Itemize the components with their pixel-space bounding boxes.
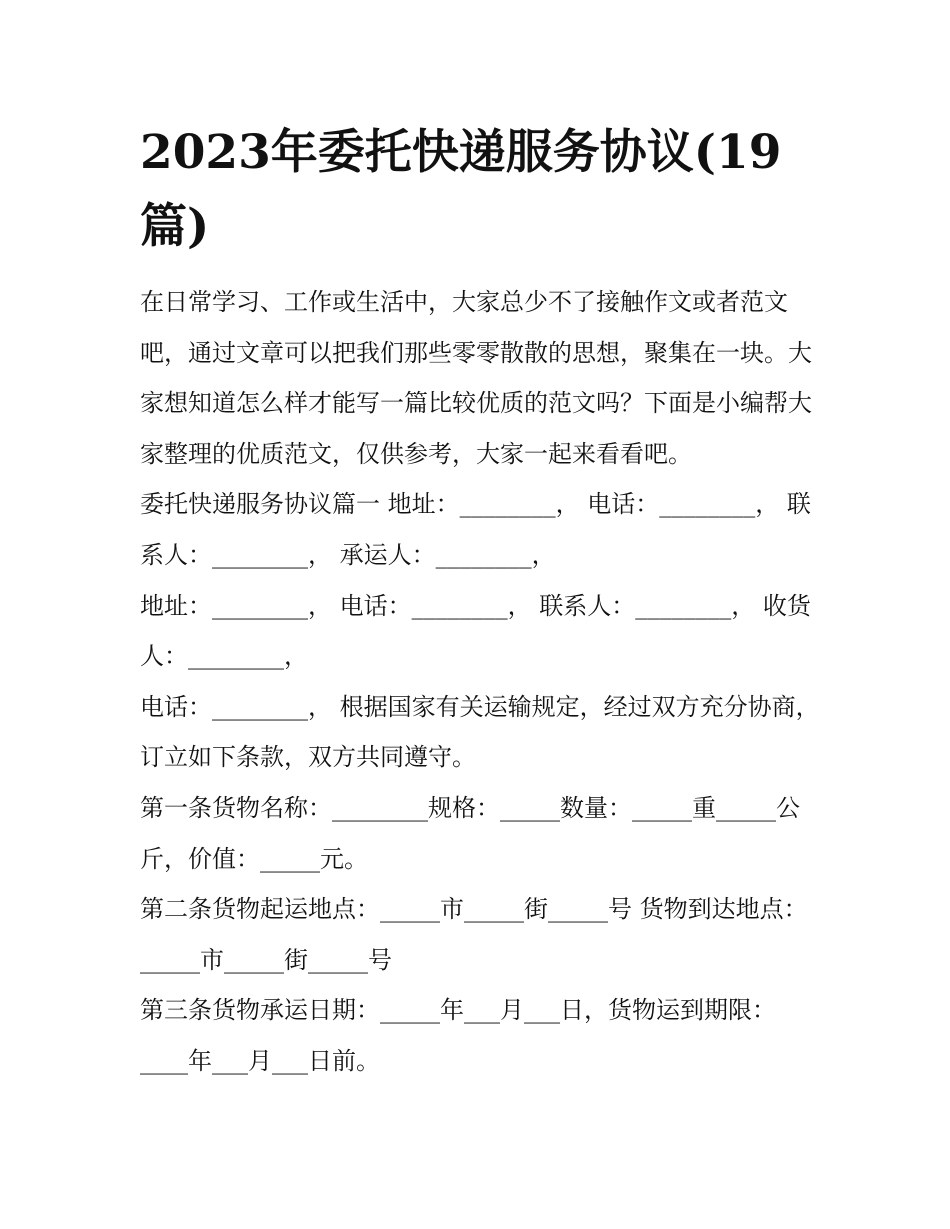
agreement-paragraph: 电话：________， 根据国家有关运输规定，经过双方充分协商，订立如下条款，双方共同遵守。	[140, 692, 820, 772]
document-title: 2023年委托快递服务协议(19篇)	[140, 125, 782, 254]
party-b-paragraph: 地址：________， 电话：________， 联系人：________， 收货人：________，	[140, 591, 811, 671]
document-body	[140, 277, 820, 1087]
party-a-paragraph: 委托快递服务协议篇一 地址：________， 电话：________， 联系人：________， 承运人：________，	[140, 490, 811, 569]
intro-paragraph: 在日常学习、工作或生活中，大家总少不了接触作文或者范文吧，通过文章可以把我们那些零零散散的思想，聚集在一块。大家想知道怎么样才能写一篇比较优质的范文吗？下面是小编帮大家整理的优质范文，仅供参考，大家一起来看看吧。	[140, 288, 812, 468]
article-one: 第一条货物名称：________规格：_____数量：_____重_____公斤，价值：_____元。	[140, 793, 800, 873]
article-three: 第三条货物承运日期：_____年___月___日，货物运到期限：____年___月___日前。	[140, 996, 776, 1075]
article-two: 第二条货物起运地点：_____市_____街_____号 货物到达地点：_____市_____街_____号	[140, 895, 808, 974]
